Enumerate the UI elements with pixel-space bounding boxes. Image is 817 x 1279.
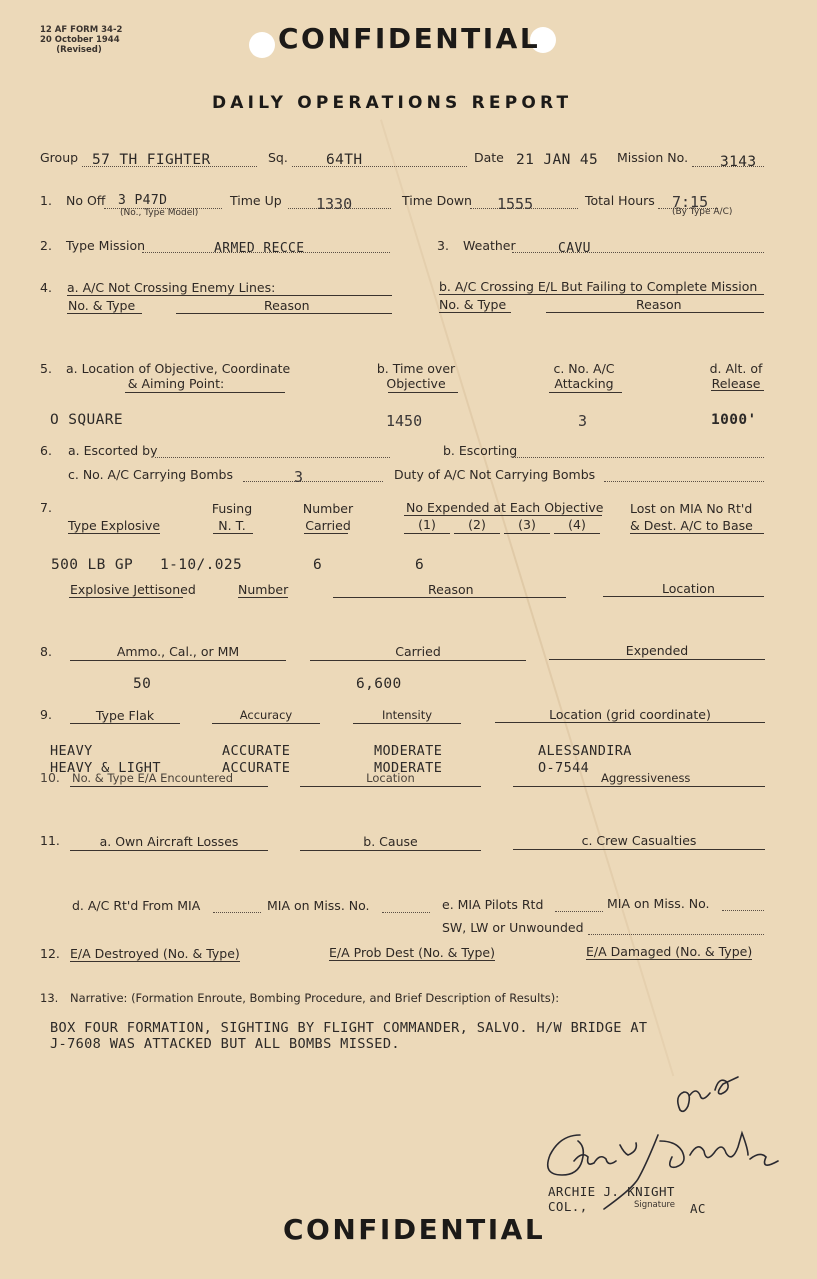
- time-up-label: Time Up: [230, 193, 282, 208]
- item5d-line2: Release: [711, 376, 761, 391]
- item5c-line1: c. No. A/C: [553, 361, 615, 376]
- escorting-label: b. Escorting: [443, 443, 518, 458]
- fusing-rule: [213, 533, 253, 534]
- objective-col-4: (4): [568, 517, 586, 532]
- item4b-col1: No. & Type: [439, 297, 507, 312]
- item2-num: 2.: [40, 238, 52, 253]
- objective-rule-4: [554, 533, 600, 534]
- type-mission-label: Type Mission: [66, 238, 146, 253]
- signatory-name: ARCHIE J. KNIGHT: [548, 1184, 675, 1199]
- crew-casualties-rule: [513, 849, 765, 850]
- item4b-label: b. A/C Crossing E/L But Failing to Complete Mission: [439, 279, 758, 294]
- expended-label: No Expended at Each Objective: [406, 500, 604, 515]
- item7-num: 7.: [40, 500, 52, 515]
- flak-row1-accuracy: ACCURATE: [222, 743, 291, 759]
- explosive-type-value: 500 LB GP: [51, 557, 134, 573]
- sq-value: 64TH: [326, 152, 363, 168]
- weather-label: Weather: [463, 238, 516, 253]
- flak-row2-location: O-7544: [538, 760, 590, 776]
- flak-row2-accuracy: ACCURATE: [222, 760, 291, 776]
- classification-header: CONFIDENTIAL: [278, 22, 541, 55]
- mia-pilots-label: e. MIA Pilots Rtd: [442, 897, 544, 912]
- flak-location-label: Location (grid coordinate): [549, 707, 711, 722]
- item5c-rule: [549, 392, 622, 393]
- mia-miss-leader: [382, 912, 430, 913]
- sq-leader: [292, 166, 467, 167]
- escorted-leader: [155, 457, 390, 458]
- fusing-line1: Fusing: [211, 501, 253, 516]
- ammo-carried-label: Carried: [395, 644, 441, 659]
- intensity-label: Intensity: [381, 708, 433, 722]
- item1-num: 1.: [40, 193, 52, 208]
- release-altitude: 1000': [711, 412, 757, 428]
- flak-location-rule: [495, 722, 765, 723]
- item5d-line1: d. Alt. of: [709, 361, 763, 376]
- item10-num: 10.: [40, 770, 60, 785]
- narrative-line-2: J-7608 WAS ATTACKED BUT ALL BOMBS MISSED.: [50, 1036, 400, 1052]
- type-explosive-rule: [68, 533, 160, 534]
- item5b-rule: [388, 392, 458, 393]
- fusing-line2: N. T.: [218, 518, 246, 533]
- ea-encountered-rule: [70, 786, 268, 787]
- item13-num: 13.: [40, 991, 59, 1005]
- ammo-rule: [70, 660, 286, 661]
- type-explosive-label: Type Explosive: [68, 518, 161, 533]
- group-label: Group: [40, 150, 79, 165]
- item4-num: 4.: [40, 280, 52, 295]
- lost-rule: [630, 533, 764, 534]
- weather-leader: [512, 252, 764, 253]
- jettison-location-rule: [603, 596, 764, 597]
- expended-rule: [404, 515, 602, 516]
- sq-label: Sq.: [268, 150, 288, 165]
- time-down-label: Time Down: [402, 193, 472, 208]
- mia-pilots-leader: [555, 911, 603, 912]
- type-flak-label: Type Flak: [95, 708, 155, 723]
- item6-num: 6.: [40, 443, 52, 458]
- crew-casualties-label: c. Crew Casualties: [581, 833, 697, 848]
- jettison-number-rule: [238, 597, 288, 598]
- form-revision: (Revised): [56, 45, 102, 55]
- jettisoned-rule: [69, 597, 183, 598]
- mission-label: Mission No.: [617, 150, 689, 165]
- jettison-number-label: Number: [238, 582, 289, 597]
- carrying-bombs-label: c. No. A/C Carrying Bombs: [68, 467, 234, 482]
- item4b-col1-rule: [439, 312, 511, 313]
- ea-location-rule: [300, 786, 481, 787]
- jettison-location-label: Location: [662, 581, 715, 596]
- item5b-label: [370, 361, 462, 391]
- punch-hole-left: [249, 32, 275, 58]
- caliber-value: 50: [133, 676, 152, 692]
- cause-rule: [300, 850, 481, 851]
- date-label: Date: [474, 150, 504, 165]
- item5a-line1: a. Location of Objective, Coordinate: [66, 361, 291, 376]
- form-number: 12 AF FORM 34-2: [40, 25, 123, 35]
- item4a-col2: Reason: [264, 298, 310, 313]
- item4a-col1-rule: [67, 313, 142, 314]
- flak-row1-location: ALESSANDIRA: [538, 743, 632, 759]
- total-hours-value: 7:15: [672, 193, 709, 211]
- item5d-rule: [711, 390, 764, 391]
- aggressiveness-rule: [513, 786, 765, 787]
- no-off-note: (No., Type Model): [120, 208, 199, 218]
- objective-rule-2: [454, 533, 500, 534]
- group-value: 57 TH FIGHTER: [92, 152, 211, 168]
- flak-row2-intensity: MODERATE: [374, 760, 443, 776]
- mia-miss2-leader: [722, 910, 764, 911]
- item11-num: 11.: [40, 833, 60, 848]
- number-rule: [304, 533, 348, 534]
- flak-row1-type: HEAVY: [50, 743, 93, 759]
- ea-destroyed-label: E/A Destroyed (No. & Type): [70, 946, 240, 961]
- weather-value: CAVU: [558, 241, 591, 256]
- item4a-rule: [67, 295, 392, 296]
- ammo-expended-rule: [549, 659, 765, 660]
- item5-num: 5.: [40, 361, 52, 376]
- item5a-rule: [125, 392, 285, 393]
- hours-note: (By Type A/C): [672, 207, 733, 217]
- jettison-reason-label: Reason: [428, 582, 474, 597]
- lost-line1: Lost on MIA No Rt'd: [630, 501, 753, 516]
- signature-caption: Signature: [634, 1200, 676, 1210]
- objective-col-1: (1): [418, 517, 436, 532]
- type-mission-value: ARMED RECCE: [214, 241, 305, 256]
- item4b-rule: [439, 294, 764, 295]
- item5b-line1: b. Time over: [376, 361, 456, 376]
- lost-line2: & Dest. A/C to Base: [630, 518, 753, 533]
- item4a-label: a. A/C Not Crossing Enemy Lines:: [67, 280, 276, 295]
- jettisoned-label: Explosive Jettisoned: [70, 582, 196, 597]
- item5a-line2: & Aiming Point:: [127, 376, 225, 391]
- item4a-col2-rule: [176, 313, 392, 314]
- expended-value: 6: [415, 557, 425, 573]
- accuracy-rule: [212, 723, 320, 724]
- classification-footer: CONFIDENTIAL: [283, 1213, 546, 1246]
- number-line1: Number: [302, 501, 354, 516]
- total-hours-label: Total Hours: [585, 193, 655, 208]
- signatory-rank: COL.,: [548, 1199, 588, 1214]
- item5c-line2: Attacking: [554, 376, 614, 391]
- duty-leader: [604, 481, 764, 482]
- item5c-label: [540, 361, 628, 391]
- item5d-label: [700, 361, 772, 391]
- narrative-label: Narrative: (Formation Enroute, Bombing Procedure, and Brief Description of Results):: [70, 991, 560, 1005]
- objective-col-2: (2): [468, 517, 486, 532]
- cause-label: b. Cause: [363, 834, 418, 849]
- aircraft-attacking: 3: [578, 412, 588, 430]
- item5a-label: [66, 361, 291, 391]
- jettison-reason-rule: [333, 597, 566, 598]
- lost-label: [630, 500, 753, 534]
- ea-prob-dest-label: E/A Prob Dest (No. & Type): [329, 945, 495, 960]
- ea-encountered-label: No. & Type E/A Encountered: [72, 771, 234, 785]
- own-losses-label: a. Own Aircraft Losses: [99, 834, 239, 849]
- ammo-carried-rule: [310, 660, 526, 661]
- wounded-label: SW, LW or Unwounded: [442, 920, 584, 935]
- type-flak-rule: [70, 723, 180, 724]
- item8-num: 8.: [40, 644, 52, 659]
- mia-miss-label: MIA on Miss. No.: [267, 898, 370, 913]
- wounded-leader: [588, 934, 764, 935]
- ammo-col-label: Ammo., Cal., or MM: [116, 644, 240, 659]
- rtd-from-mia-label: d. A/C Rt'd From MIA: [72, 898, 201, 913]
- date-value: 21 JAN 45: [516, 152, 599, 168]
- item12-num: 12.: [40, 946, 60, 961]
- intensity-rule: [353, 723, 461, 724]
- rtd-leader: [213, 912, 261, 913]
- time-down-value: 1555: [497, 195, 534, 213]
- accuracy-label: Accuracy: [239, 708, 293, 722]
- objective-rule-1: [404, 533, 450, 534]
- item4b-col2-rule: [546, 312, 764, 313]
- ammo-carried-value: 6,600: [356, 676, 402, 692]
- objective-rule-3: [504, 533, 550, 534]
- duty-label: Duty of A/C Not Carrying Bombs: [394, 467, 596, 482]
- objective-location: O SQUARE: [50, 412, 124, 428]
- number-carried-label: [298, 500, 358, 534]
- flak-row1-intensity: MODERATE: [374, 743, 443, 759]
- escorted-by-label: a. Escorted by: [68, 443, 158, 458]
- form-id: [40, 25, 123, 55]
- narrative-line-1: BOX FOUR FORMATION, SIGHTING BY FLIGHT COMMANDER, SALVO. H/W BRIDGE AT: [50, 1020, 648, 1036]
- fusing-label: [205, 500, 259, 534]
- ea-damaged-label: E/A Damaged (No. & Type): [586, 944, 753, 959]
- own-losses-rule: [70, 850, 268, 851]
- item4a-col1: No. & Type: [68, 298, 136, 313]
- escorting-leader: [512, 457, 764, 458]
- carrying-bombs-value: 3: [294, 468, 304, 486]
- no-off-value: 3 P47D: [118, 193, 168, 208]
- carrying-leader: [243, 481, 383, 482]
- item9-num: 9.: [40, 707, 52, 722]
- signatory-branch: AC: [690, 1201, 706, 1216]
- number-line2: Carried: [305, 518, 351, 533]
- time-up-value: 1330: [316, 195, 353, 213]
- ea-location-label: Location: [366, 771, 415, 785]
- mission-value: 3143: [720, 154, 757, 170]
- carried-value: 6: [313, 557, 323, 573]
- aggressiveness-label: Aggressiveness: [601, 771, 691, 785]
- no-off-label: No Off: [66, 193, 106, 208]
- item5b-line2: Objective: [386, 376, 446, 391]
- objective-col-3: (3): [518, 517, 536, 532]
- flak-row2-type: HEAVY & LIGHT: [50, 760, 161, 776]
- item3-num: 3.: [437, 238, 449, 253]
- item4b-col2: Reason: [636, 297, 682, 312]
- form-date: 20 October 1944: [40, 35, 120, 45]
- report-title: DAILY OPERATIONS REPORT: [212, 93, 573, 113]
- objective-time: 1450: [386, 412, 423, 430]
- fusing-value: 1-10/.025: [160, 557, 243, 573]
- mia-miss2-label: MIA on Miss. No.: [607, 896, 710, 911]
- ammo-expended-label: Expended: [625, 643, 689, 658]
